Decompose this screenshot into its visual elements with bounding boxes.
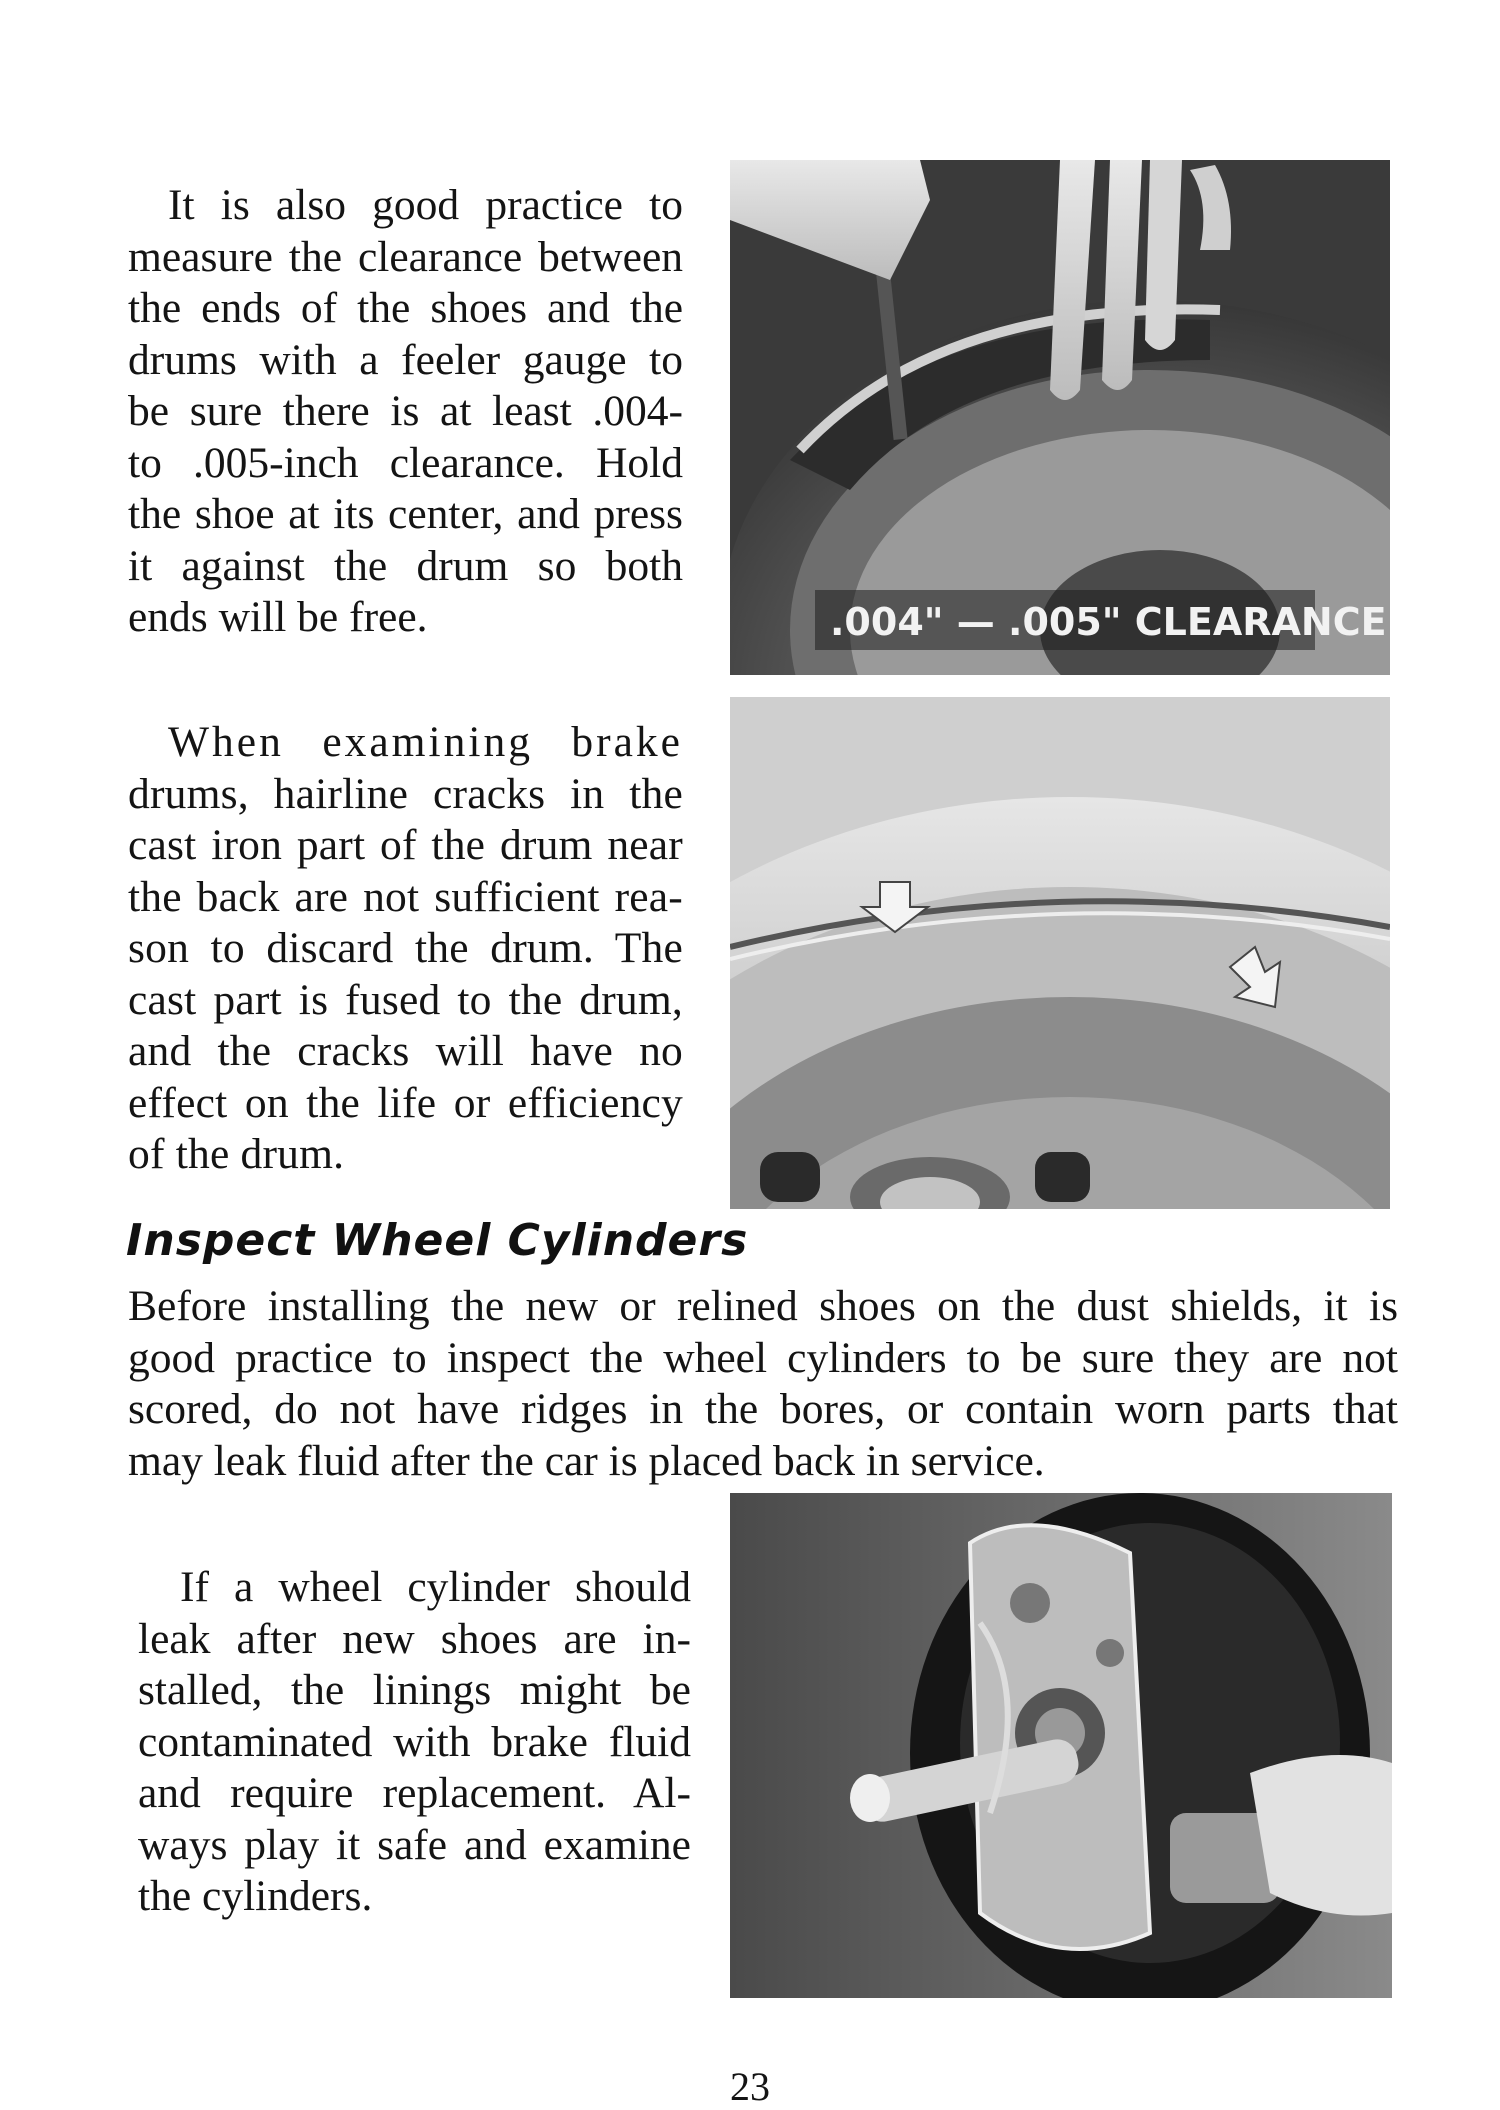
text-line: drums, hairline cracks in the <box>128 769 683 818</box>
text-line: be sure there is at least .004- <box>128 387 683 435</box>
text-line: it against the drum so both <box>128 541 683 590</box>
clearance-caption: .004" — .005" CLEARANCE <box>830 600 1387 644</box>
text-line: may leak fluid after the car is placed back in service. <box>128 1436 1045 1485</box>
paragraph-feeler-gauge <box>128 180 683 644</box>
text-line: cast iron part of the drum near <box>128 821 683 869</box>
text-line: When examining brake <box>168 718 683 766</box>
section-heading: Inspect Wheel Cylinders <box>126 1215 749 1266</box>
text-line: to .005-inch clearance. Hold <box>128 438 683 487</box>
text-line: Before installing the new or relined shoes on the dust shields, it is <box>128 1282 1398 1330</box>
text-line: the shoe at its center, and press <box>128 490 683 538</box>
text-line: the cylinders. <box>138 1872 373 1920</box>
text-line: good practice to inspect the wheel cylinders to be sure they are not <box>128 1333 1398 1382</box>
paragraph-cylinder-leak <box>138 1562 691 1923</box>
text-line: It is also good practice to <box>168 181 683 229</box>
text-line: scored, do not have ridges in the bores, or contain worn parts that <box>128 1385 1398 1433</box>
text-line: and require replacement. Al- <box>138 1769 691 1817</box>
page-number: 23 <box>730 2064 770 2109</box>
text-line: leak after new shoes are in- <box>138 1614 691 1663</box>
text-line: ways play it safe and examine <box>138 1820 691 1869</box>
text-line: contaminated with brake fluid <box>138 1717 691 1766</box>
text-line: the back are not sufficient rea- <box>128 872 683 921</box>
brake-drum-cracks-photo <box>730 697 1390 1209</box>
wheel-cylinder-photo <box>730 1493 1392 1998</box>
text-line: cast part is fused to the drum, <box>128 975 683 1024</box>
text-line: ends will be free. <box>128 593 428 641</box>
paragraph-drum-cracks <box>128 717 683 1181</box>
text-line: of the drum. <box>128 1130 345 1178</box>
text-line: effect on the life or efficiency <box>128 1078 683 1127</box>
paragraph-inspect-cylinders <box>128 1281 1398 1487</box>
text-line: stalled, the linings might be <box>138 1666 691 1714</box>
text-line: If a wheel cylinder should <box>180 1563 691 1611</box>
text-line: drums with a feeler gauge to <box>128 335 683 384</box>
text-line: and the cracks will have no <box>128 1027 683 1075</box>
text-line: son to discard the drum. The <box>128 924 683 972</box>
brake-shoe-clearance-photo <box>730 160 1390 675</box>
text-line: measure the clearance between <box>128 232 683 281</box>
text-line: the ends of the shoes and the <box>128 284 683 332</box>
